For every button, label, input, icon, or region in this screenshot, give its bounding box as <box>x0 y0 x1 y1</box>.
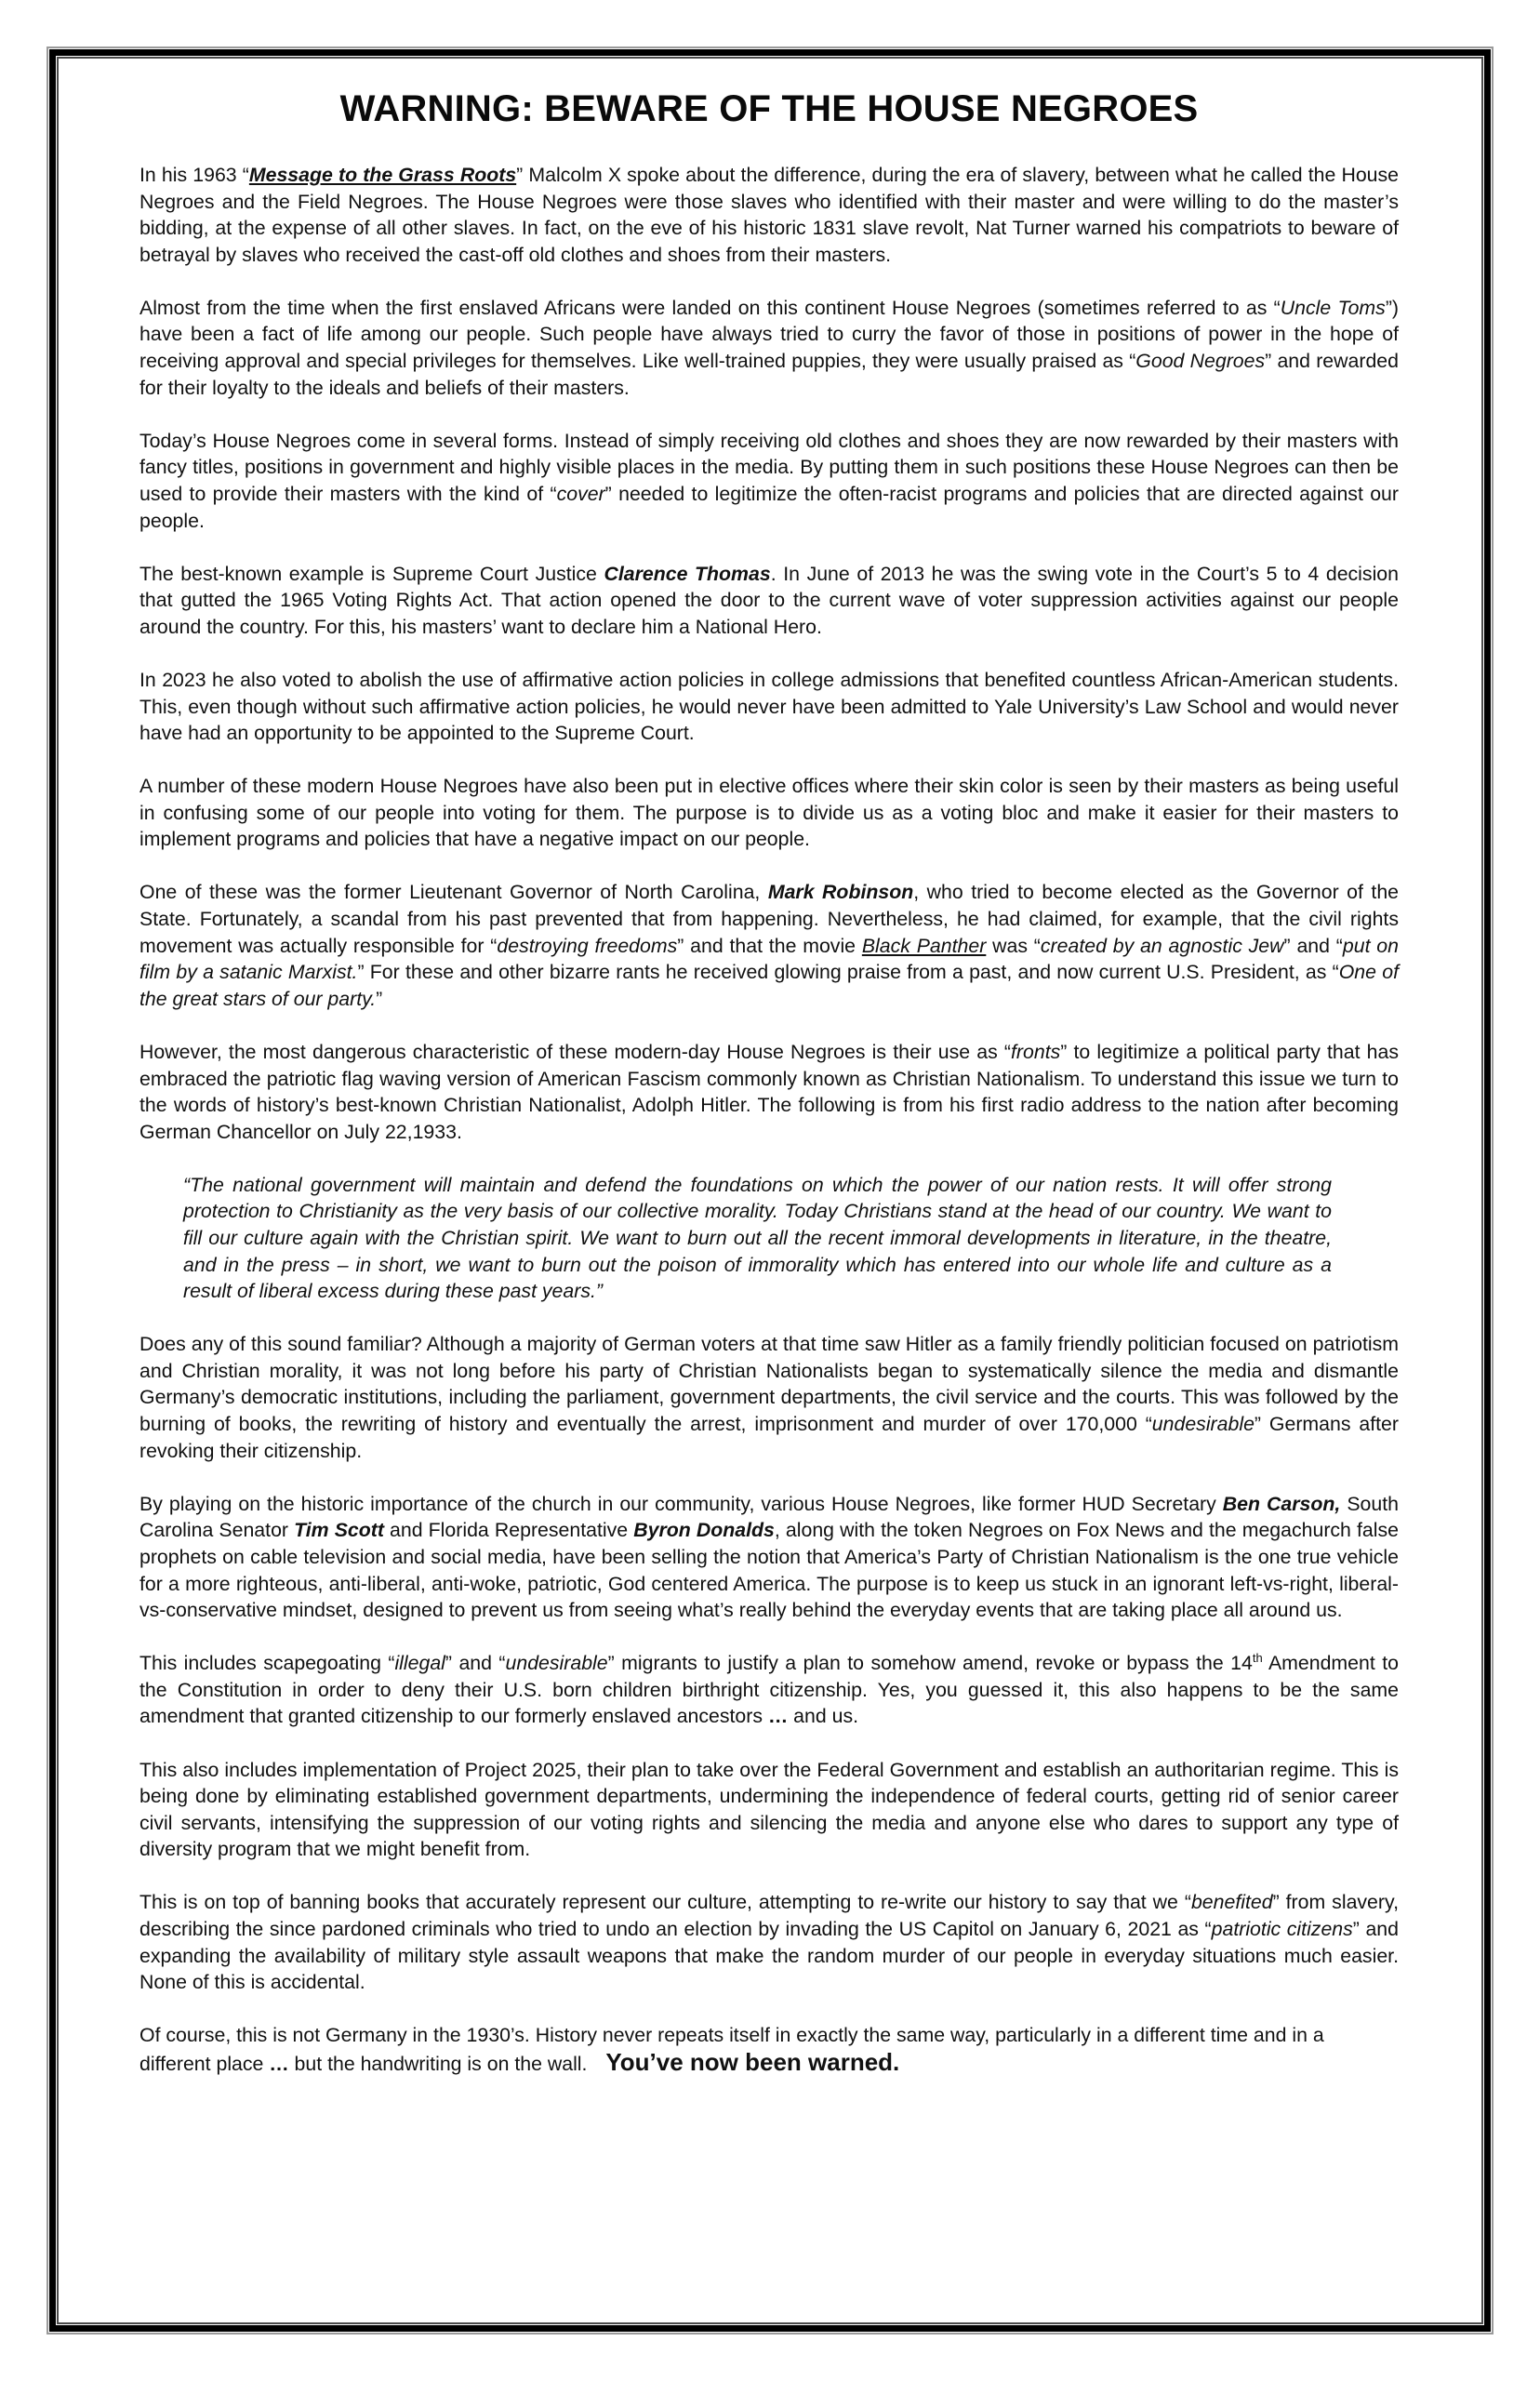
styled-text: cover <box>556 482 605 505</box>
text: was “ <box>986 934 1041 957</box>
text: ” and expanding the availability of military style assault weapons that make the random murder of our people in everyday situations much easier. None of this is accidental. <box>139 1917 1399 1994</box>
text: By playing on the historic importance of the church in our community, various House Negroes, like former HUD Secretary <box>139 1492 1223 1515</box>
paragraph <box>139 879 1399 1012</box>
text: Does any of this sound familiar? Although a majority of German voters at that time saw Hitler as a family friendly politician focused on patriotism and Christian morality, it was not long before his party of Christian Nationalists began to systematically silence the media and dismantle Germany’s democratic institutions, including the parliament, government departments, the civil service and the courts. This was followed by the burning of books, the rewriting of history and eventually the arrest, imprisonment and murder of over 170,000 “ <box>139 1333 1399 1436</box>
paragraph <box>139 162 1399 268</box>
paragraph <box>139 667 1399 747</box>
text: and Florida Representative <box>383 1519 634 1542</box>
paragraph <box>139 773 1399 853</box>
styled-text: illegal <box>394 1652 445 1675</box>
styled-text: Ben Carson, <box>1222 1492 1341 1515</box>
text: A number of these modern House Negroes have also been put in elective offices where their skin color is seen by their masters as being useful in confusing some of our people into voting for them. The purpose is to divide us as a voting bloc and make it easier for their masters to implement programs and policies that have a negative impact on our people. <box>139 775 1399 851</box>
text: Almost from the time when the first enslaved Africans were landed on this continent House Negroes (sometimes referred to as “ <box>139 296 1281 319</box>
styled-text: th <box>1252 1651 1263 1666</box>
styled-text: Good Negroes <box>1135 350 1266 373</box>
styled-text: patriotic citizens <box>1211 1917 1353 1940</box>
styled-text: created by an agnostic Jew <box>1040 934 1284 957</box>
styled-text: Clarence Thomas <box>604 562 771 585</box>
text: South Carolina Senator <box>139 1492 1399 1542</box>
document-title: WARNING: BEWARE OF THE HOUSE NEGROES <box>339 88 1199 129</box>
paragraph <box>139 1039 1399 1145</box>
paragraph <box>139 1331 1399 1464</box>
text: , along with the token Negroes on Fox News and the megachurch false prophets on cable television and social media, have been selling the notion that America’s Party of Christian Nationalism is the one true vehicle for a more righteous, anti-liberal, anti-woke, patriotic, God centered America. The purpose is to keep us stuck in an ignorant left-vs-right, liberal-vs-conservative mindset, designed to prevent us from seeing what’s really behind the everyday events that are taking place all around us. <box>139 1519 1399 1622</box>
styled-text: undesirable <box>505 1652 608 1675</box>
styled-text: benefited <box>1190 1891 1273 1914</box>
text: ” <box>376 987 383 1010</box>
styled-text: put on film by a satanic Marxist. <box>139 934 1399 984</box>
paragraph <box>139 561 1399 641</box>
text: Of course, this is not Germany in the 1930’s. History never repeats itself in exactly the same way, particularly in a different time and in a different place <box>139 2024 1324 2075</box>
text: and us. <box>788 1705 859 1728</box>
text: ” to legitimize a political party that has embraced the patriotic flag waving version of American Fascism commonly known as Christian Nationalism. To understand this issue we turn to the words of history’s best-known Christian Nationalist, Adolph Hitler. The following is from his first radio address to the nation after becoming German Chancellor on July 22,1933. <box>139 1040 1399 1143</box>
block-quote <box>183 1172 1332 1305</box>
text: ” from slavery, describing the since pardoned criminals who tried to undo an election by invading the US Capitol on January 6, 2021 as “ <box>139 1891 1399 1940</box>
text: “The national government will maintain and defend the foundations on which the power of our nation rests. It will offer strong protection to Christianity as the very basis of our collective morality. Today Christians stand at the head of our country. We want to fill our culture again with the Christian spirit. We want to burn out all the recent immoral developments in literature, in the theatre, and in the press – in short, we want to burn out the poison of immorality which has entered into our whole life and culture as a result of liberal excess during these past years.” <box>183 1173 1332 1303</box>
paragraph <box>139 1491 1399 1624</box>
text: This is on top of banning books that accurately represent our culture, attempting to re-write our history to say that we “ <box>139 1891 1191 1914</box>
styled-text: destroying freedoms <box>497 934 678 957</box>
paragraph <box>139 1650 1399 1730</box>
text: This also includes implementation of Project 2025, their plan to take over the Federal Government and establish an authoritarian regime. This is being done by eliminating established government departments, undermining the independence of federal courts, getting rid of senior career civil servants, intensifying the suppression of our voting rights and silencing the media and anyone else who dares to support any type of diversity program that we might benefit from. <box>139 1758 1399 1861</box>
text: This includes scapegoating “ <box>139 1652 395 1675</box>
text: Today’s House Negroes come in several forms. Instead of simply receiving old clothes and shoes they are now rewarded by their masters with fancy titles, positions in government and highly visible places in the media. By putting them in such positions these House Negroes can then be used to provide their masters with the kind of “ <box>139 429 1399 505</box>
paragraph <box>139 2022 1399 2077</box>
styled-text: fronts <box>1011 1040 1061 1063</box>
styled-text: One of the great stars of our party. <box>139 961 1399 1010</box>
paragraph <box>139 1889 1399 1995</box>
paragraph-list <box>139 162 1399 2077</box>
text: ” and that the movie <box>677 934 862 957</box>
text: In his 1963 “ <box>139 164 249 186</box>
text: The best-known example is Supreme Court Justice <box>139 562 604 585</box>
styled-text: You’ve now been warned. <box>605 2047 900 2076</box>
text: ” Germans after revoking their citizenship. <box>139 1413 1399 1462</box>
styled-text: Tim Scott <box>294 1519 384 1542</box>
paragraph <box>139 428 1399 534</box>
text: , who tried to become elected as the Governor of the State. Fortunately, a scandal from his past prevented that from happening. Nevertheless, he had claimed, for example, that the civil rights movement was actually responsible for “ <box>139 881 1400 957</box>
text: ” and “ <box>1283 934 1343 957</box>
text: ”) have been a fact of life among our people. Such people have always tried to curry the favor of those in positions of power in the hope of receiving approval and special privileges for themselves. Like well-trained puppies, they were usually praised as “ <box>139 296 1400 373</box>
styled-text: undesirable <box>1151 1413 1255 1436</box>
styled-text: Message to the Grass Roots <box>248 164 517 186</box>
document-body <box>139 88 1399 2104</box>
styled-text: Black Panther <box>861 934 987 957</box>
styled-text: Uncle Toms <box>1280 296 1386 319</box>
text: However, the most dangerous characteristic of these modern-day House Negroes is their use as “ <box>139 1040 1011 1063</box>
text: ” migrants to justify a plan to somehow amend, revoke or bypass the 14 <box>607 1652 1253 1675</box>
text: In 2023 he also voted to abolish the use of affirmative action policies in college admissions that benefited countless African-American students. This, even though without such affirmative action policies, he would never have been admitted to Yale University’s Law School and would never have had an opportunity to be appointed to the Supreme Court. <box>139 668 1399 745</box>
styled-text: Byron Donalds <box>633 1519 775 1542</box>
text: but the handwriting is on the wall. <box>288 2052 593 2075</box>
styled-text: … <box>269 2052 289 2075</box>
text: ” and “ <box>445 1652 506 1675</box>
text: One of these was the former Lieutenant Governor of North Carolina, <box>139 881 768 904</box>
text: Amendment to the Constitution in order to deny their U.S. born children birthright citizenship. Yes, you guessed it, this also happens to be the same amendment that granted citizenship to our formerly enslaved ancestors <box>139 1652 1399 1728</box>
text: ” Malcolm X spoke about the difference, during the era of slavery, between what he called the House Negroes and the Field Negroes. The House Negroes were those slaves who identified with their master and were willing to do the master’s bidding, at the expense of all other slaves. In fact, on the eve of his historic 1831 slave revolt, Nat Turner warned his compatriots to beware of betrayal by slaves who received the cast-off old clothes and shoes from their masters. <box>139 164 1400 266</box>
text: ” and rewarded for their loyalty to the ideals and beliefs of their masters. <box>139 350 1399 399</box>
text: . In June of 2013 he was the swing vote in the Court’s 5 to 4 decision that gutted the 1965 Voting Rights Act. That action opened the door to the current wave of voter suppression activities against our people around the country. For this, his masters’ want to declare him a National Hero. <box>139 562 1399 638</box>
text: ” needed to legitimize the often-racist programs and policies that are directed against our people. <box>139 482 1399 532</box>
paragraph <box>139 1757 1399 1863</box>
styled-text: Mark Robinson <box>767 881 914 904</box>
styled-text: … <box>767 1705 789 1728</box>
text: ” For these and other bizarre rants he received glowing praise from a past, and now current U.S. President, as “ <box>357 961 1339 984</box>
paragraph <box>139 295 1399 401</box>
